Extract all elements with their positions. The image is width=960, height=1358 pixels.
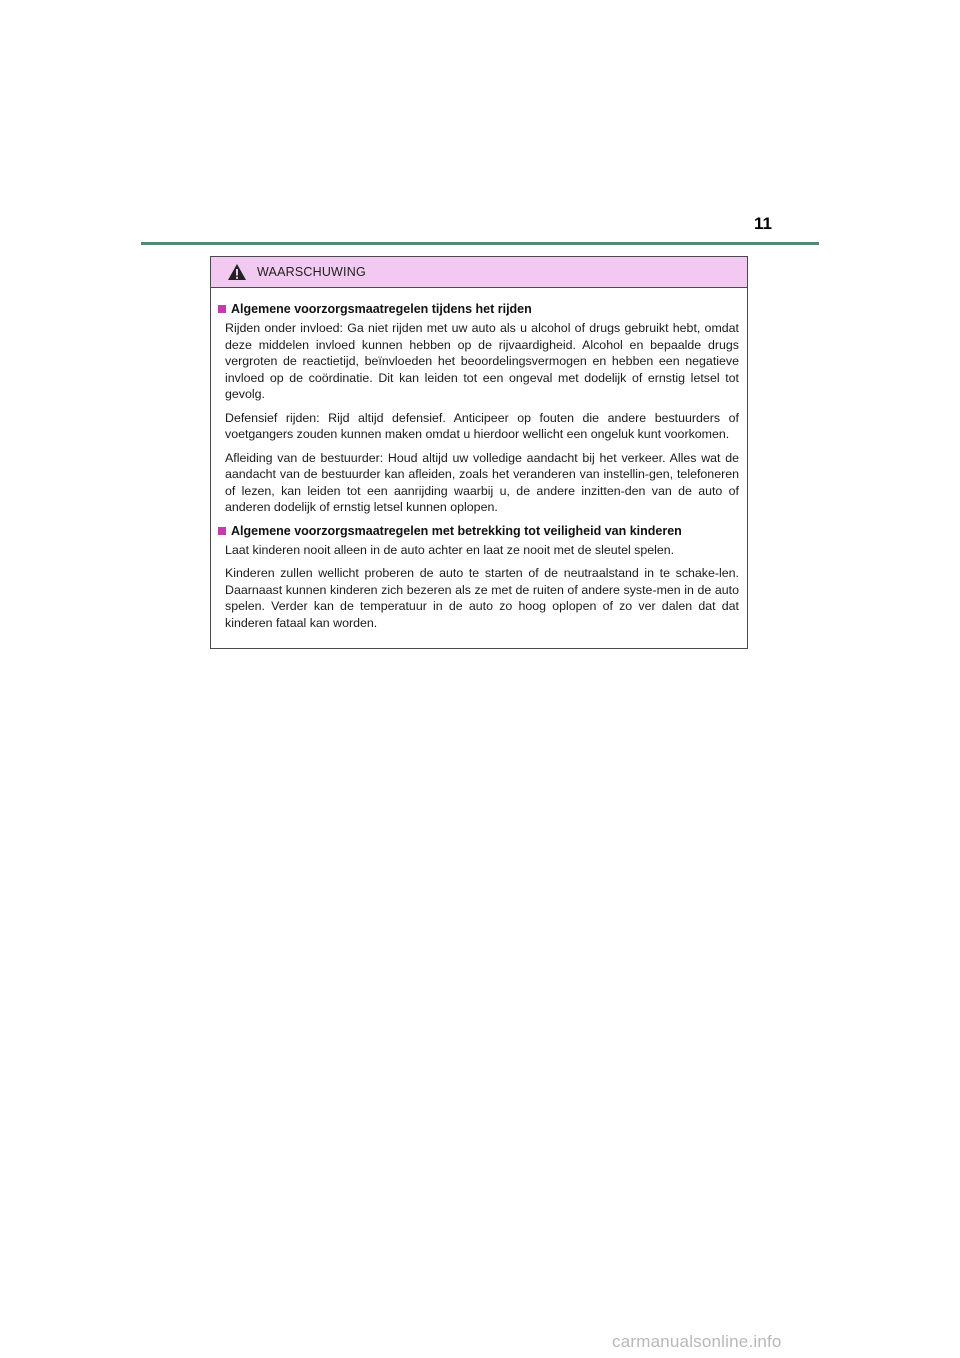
section-heading-driving — [218, 301, 739, 318]
section-heading-child-safety — [218, 523, 739, 540]
section-heading-text: Algemene voorzorgsmaatregelen met betrekking tot veiligheid van kinderen — [231, 523, 682, 538]
warning-triangle-icon — [227, 263, 247, 281]
paragraph-children-alone: Laat kinderen nooit alleen in de auto achter en laat ze nooit met de sleutel spelen. — [225, 542, 675, 557]
warning-header — [211, 257, 747, 288]
warning-box — [210, 256, 748, 649]
paragraph-impaired-driving: Rijden onder invloed: Ga niet rijden met uw auto als u alcohol of drugs gebruikt hebt, omdat deze middelen invloed kunnen hebben op de rijvaardigheid. Alcohol en bepaalde drugs vergroten de reactietijd, beïnvloeden het beoordelingsvermogen en hebben een negatieve invloed op de coördinatie. Dit kan leiden tot een ongeval met dodelijk of ernstig letsel tot gevolg. — [225, 321, 739, 401]
warning-title: WAARSCHUWING — [257, 265, 366, 279]
paragraph-children-risks: Kinderen zullen wellicht proberen de auto te starten of de neutraalstand in te schake-len. Daarnaast kunnen kinderen zich bezeren als ze met de ruiten of andere syste-men in de auto spelen. Verder kan de temperatuur in de auto zo hoog oplopen of zo ver dalen dat dat kinderen fataal kan worden. — [225, 566, 739, 630]
page-number: 11 — [754, 214, 772, 233]
square-bullet-icon — [218, 527, 226, 535]
section-heading-text: Algemene voorzorgsmaatregelen tijdens het rijden — [231, 302, 532, 316]
paragraph-defensive-driving: Defensief rijden: Rijd altijd defensief. Anticipeer op fouten die andere bestuurders of voetgangers zouden kunnen maken omdat u hierdoor wellicht een ongeluk kunt voorkomen. — [225, 410, 739, 441]
warning-body — [211, 288, 747, 631]
paragraph-driver-distraction: Afleiding van de bestuurder: Houd altijd uw volledige aandacht bij het verkeer. Alles wat de aandacht van de bestuurder kan afleiden, zoals het veranderen van instellin-gen, telefoneren of lezen, kan leiden tot een aanrijding waarbij u, de andere inzitten-den van de auto of anderen dodelijk of ernstig letsel kunnen oplopen. — [225, 450, 739, 514]
watermark: carmanualsonline.info — [612, 1332, 782, 1351]
header-rule — [141, 242, 819, 245]
square-bullet-icon — [218, 305, 226, 313]
